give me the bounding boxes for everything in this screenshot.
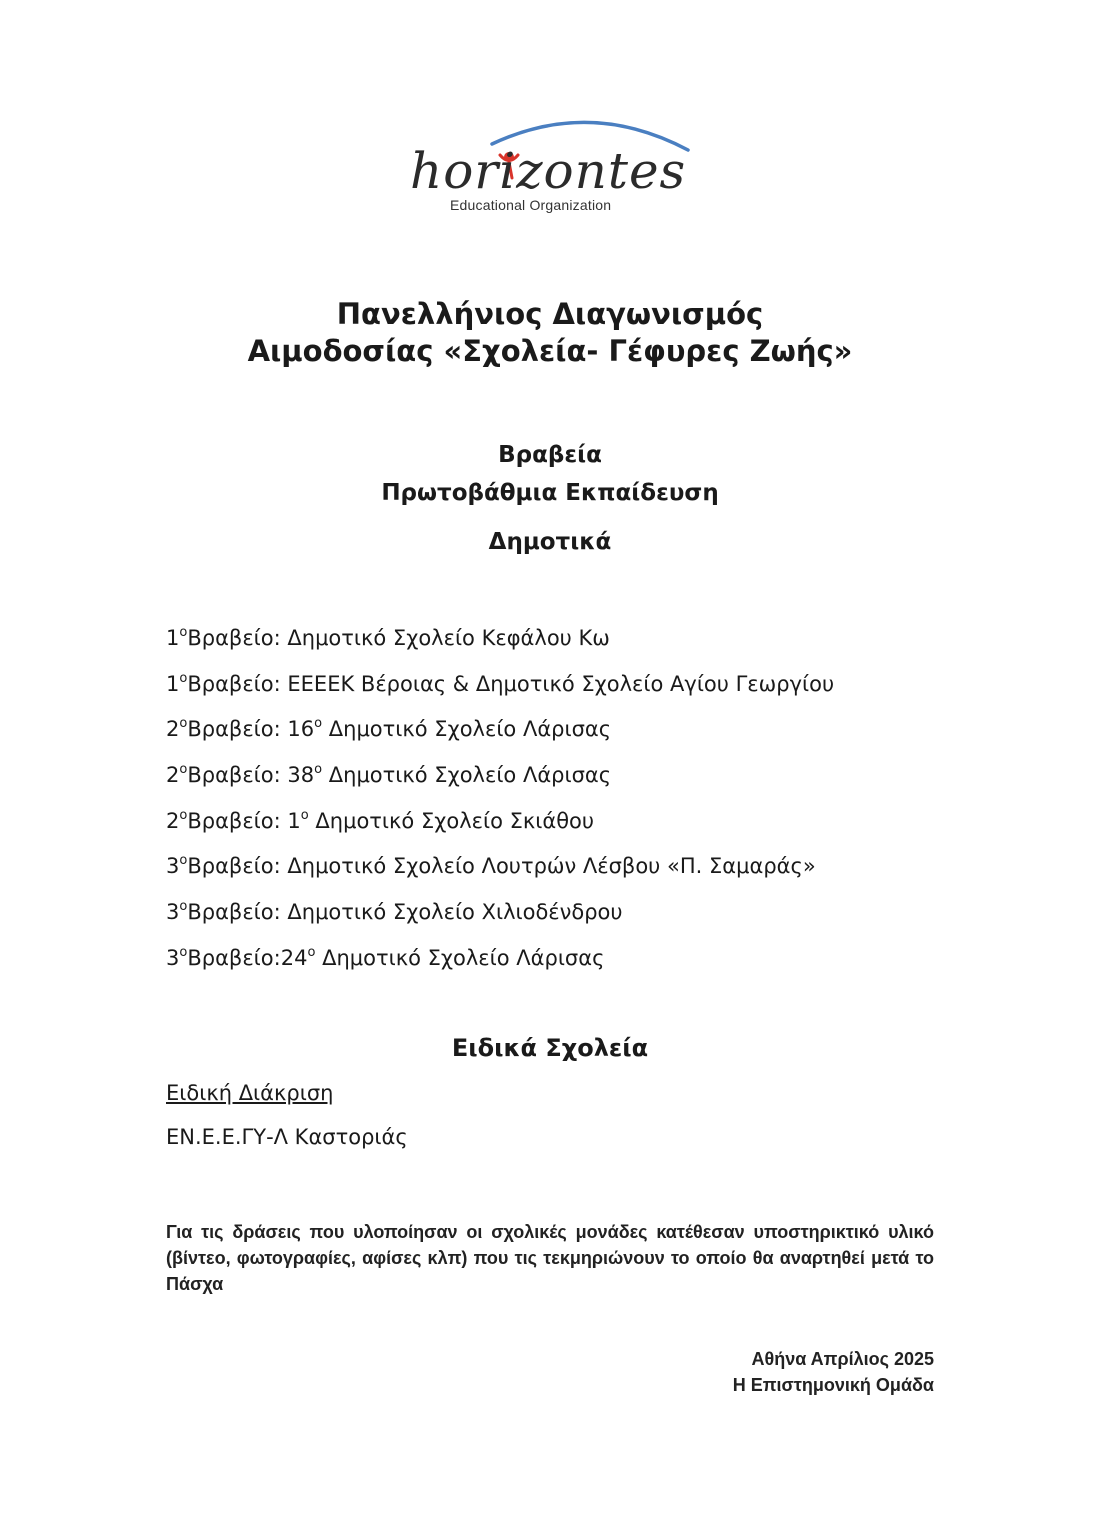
award-rank-suffix: ο (179, 670, 188, 686)
logo-tagline: Educational Organization (450, 197, 612, 213)
award-school: Δημοτικό Σχολείο Λάρισας (322, 717, 612, 742)
award-rank-suffix: ο (179, 807, 188, 823)
award-school: Δημοτικό Σχολείο Λουτρών Λέσβου «Π. Σαμαράς» (287, 854, 816, 879)
award-school: Δημοτικό Σχολείο Λάρισας (322, 763, 612, 788)
materials-note: Για τις δράσεις που υλοποίησαν οι σχολικές μονάδες κατέθεσαν υποστηρικτικό υλικό (βίντεο, φωτογραφίες, αφίσες κλπ) που τις τεκμηριώνουν το οποίο θα αναρτηθεί μετά το Πάσχα (166, 1222, 934, 1294)
award-label: Βραβείο: (187, 763, 288, 788)
award-rank-suffix: ο (179, 853, 188, 869)
page-title (0, 296, 1100, 370)
award-rank: 2 (166, 808, 180, 833)
award-rank: 3 (166, 945, 180, 970)
award-item (166, 848, 834, 894)
award-school-number-suffix: ο (300, 807, 309, 823)
signature-place-date: Αθήνα Απρίλιος 2025 (751, 1349, 934, 1369)
special-distinction-label: Ειδική Διάκριση (166, 1081, 334, 1105)
award-school: Δημοτικό Σχολείο Χιλιοδένδρου (287, 900, 623, 925)
award-item (166, 666, 834, 712)
award-rank-suffix: ο (179, 762, 188, 778)
award-rank: 2 (166, 717, 180, 742)
awards-heading: Βραβεία (498, 442, 602, 468)
award-school-number: 16 (287, 717, 315, 742)
title-line-2: Αιμοδοσίας «Σχολεία- Γέφυρες Ζωής» (247, 334, 853, 368)
special-schools-heading: Ειδικά Σχολεία (451, 1034, 649, 1062)
award-rank-suffix: ο (179, 716, 188, 732)
award-school: Δημοτικό Σχολείο Κεφάλου Κω (287, 626, 610, 650)
award-school-number-suffix: ο (314, 762, 323, 778)
award-item (166, 803, 834, 849)
awards-list (166, 620, 834, 986)
signature-block (733, 1346, 934, 1398)
award-item (166, 894, 834, 940)
award-label: Βραβείο: (187, 945, 281, 970)
award-school: Δημοτικό Σχολείο Σκιάθου (308, 808, 595, 833)
organization-logo (400, 108, 700, 220)
award-rank-suffix: ο (179, 899, 188, 915)
award-rank-suffix: ο (179, 625, 188, 640)
award-rank-suffix: ο (179, 944, 188, 960)
award-item (166, 620, 834, 666)
award-school-number-suffix: ο (314, 716, 323, 732)
title-line-1: Πανελλήνιος Διαγωνισμός (336, 297, 764, 331)
award-label: Βραβείο: (187, 626, 288, 650)
award-item (166, 711, 834, 757)
signature-team: Η Επιστημονική Ομάδα (732, 1375, 934, 1395)
award-label: Βραβείο: (187, 900, 288, 925)
logo-wordmark: horizontes (410, 142, 687, 200)
award-item (166, 757, 834, 803)
award-label: Βραβείο: (187, 854, 288, 879)
award-item (166, 940, 834, 986)
award-rank: 1 (166, 626, 180, 650)
award-label: Βραβείο: (187, 808, 288, 833)
award-rank: 2 (166, 763, 180, 788)
award-school: Δημοτικό Σχολείο Λάρισας (315, 945, 605, 970)
award-school: ΕΕΕΕΚ Βέροιας & Δημοτικό Σχολείο Αγίου Γεωργίου (287, 671, 835, 696)
award-rank: 3 (166, 854, 180, 879)
award-rank: 3 (166, 900, 180, 925)
school-category: Δημοτικά (488, 529, 612, 555)
education-level: Πρωτοβάθμια Εκπαίδευση (381, 480, 719, 506)
award-label: Βραβείο: (187, 671, 288, 696)
award-school-number: 38 (287, 763, 315, 788)
award-school-number: 1 (287, 808, 301, 833)
award-school-number: 24 (280, 945, 308, 970)
special-distinction-school: ΕΝ.Ε.Ε.ΓΥ-Λ Καστοριάς (166, 1125, 408, 1149)
award-rank: 1 (166, 671, 180, 696)
award-label: Βραβείο: (187, 717, 288, 742)
award-school-number-suffix: ο (307, 944, 316, 960)
